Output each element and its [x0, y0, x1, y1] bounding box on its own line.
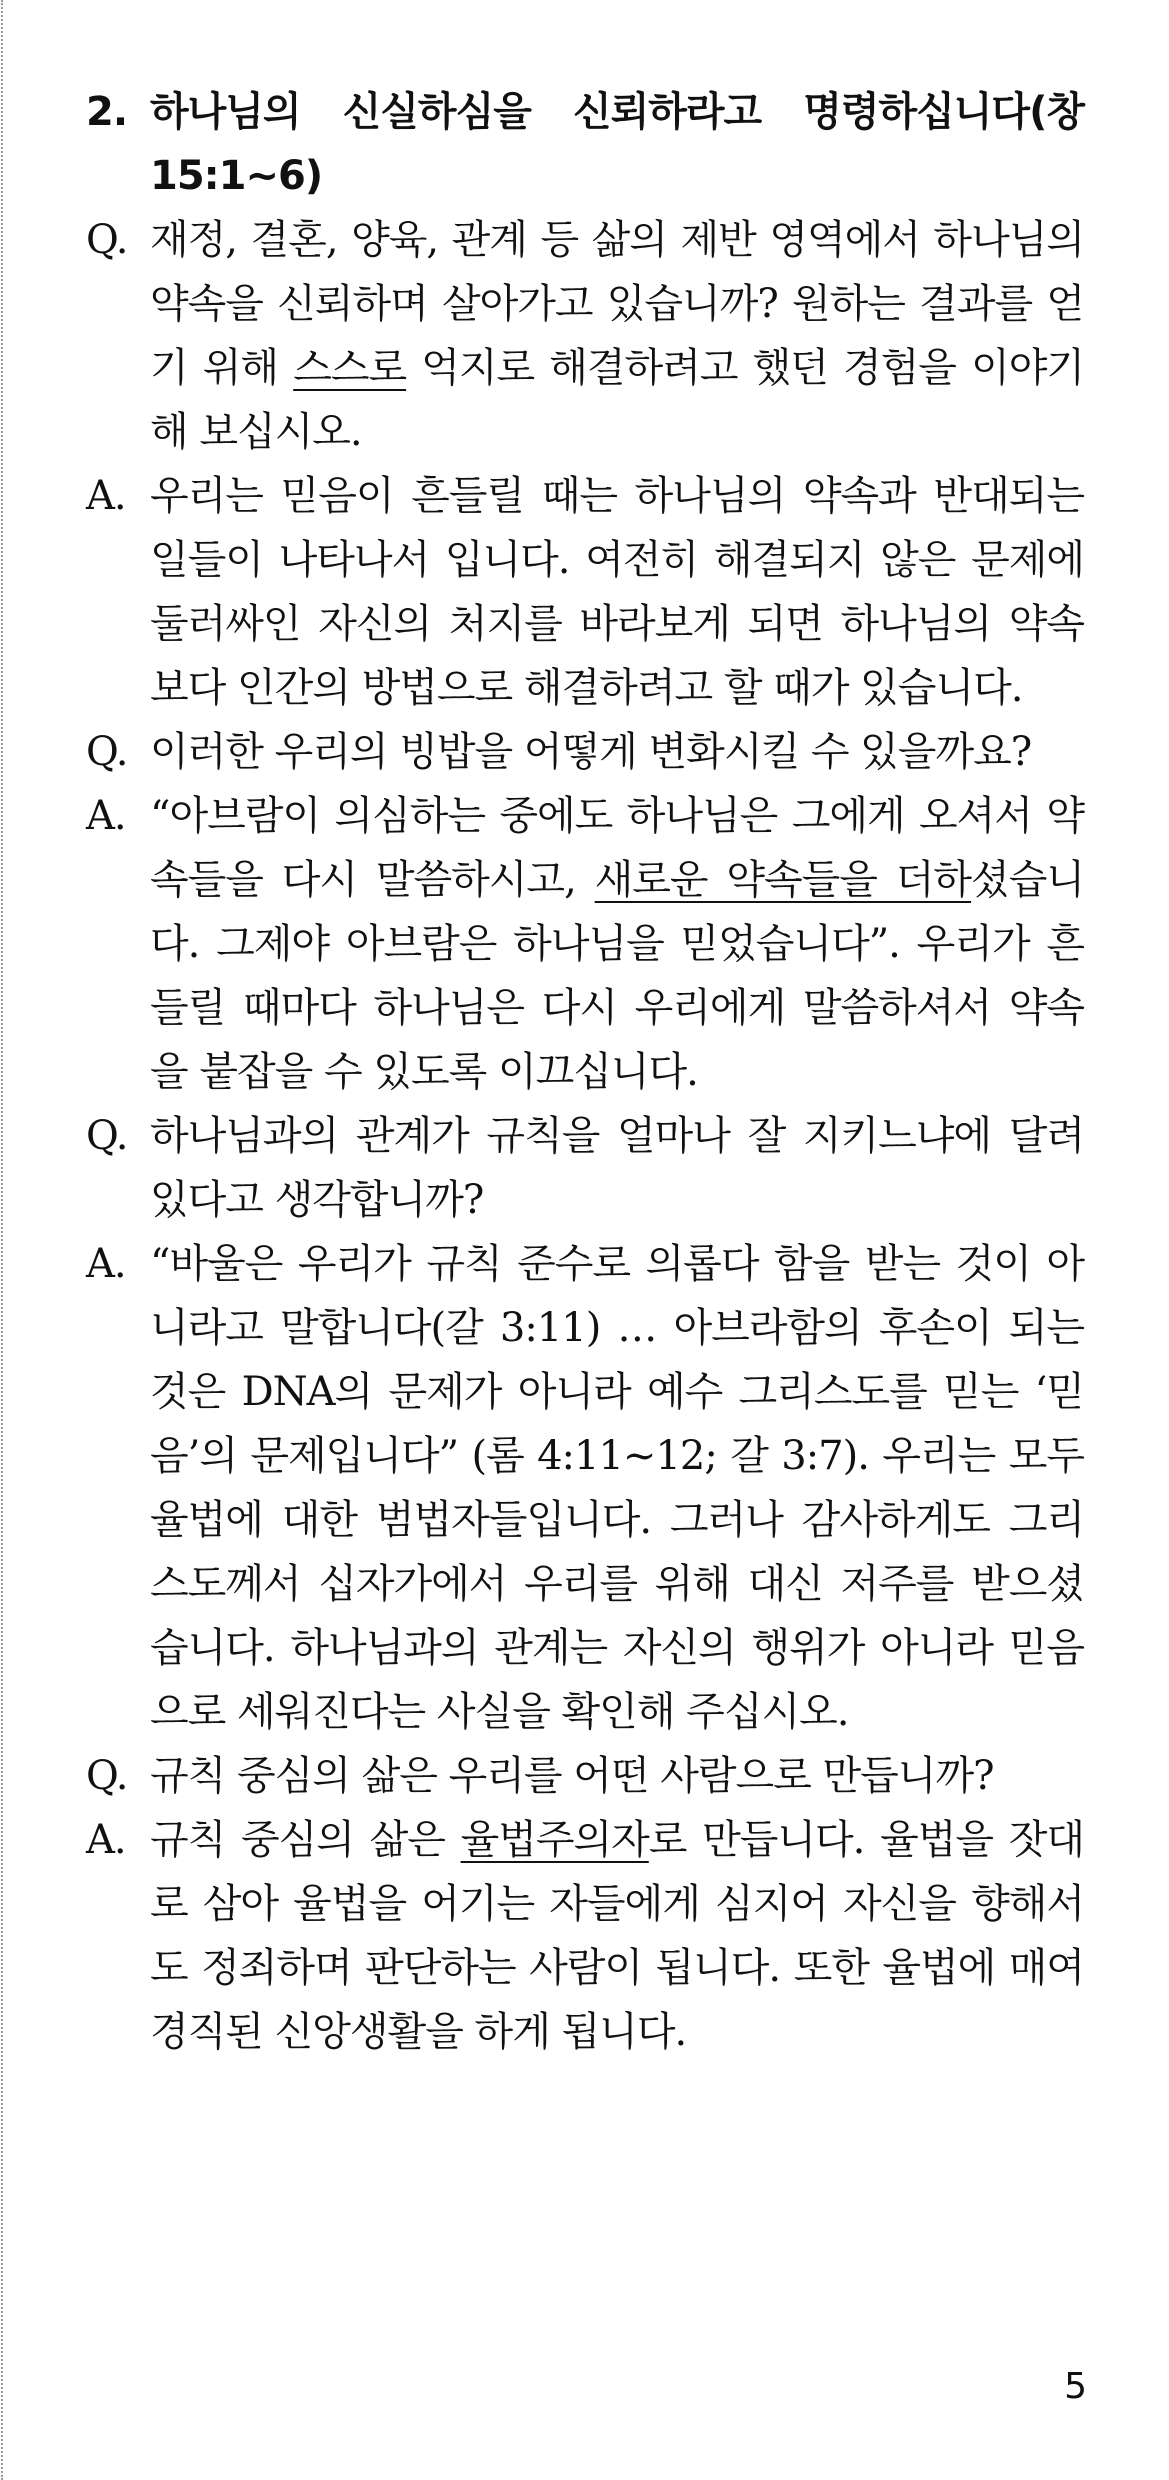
text-run: 로 만듭니다. 율법을 잣대로 삼아 율법을 어기는 자들에게 심지어 자신을 향해서도 정죄하며 판단하는 사람이 됩니다. 또한 율법에 매여 경직된 신앙생활을 하게 됩니다.: [150, 1817, 1084, 2055]
text-run: 우리는 믿음이 흔들릴 때는 하나님의 약속과 반대되는 일들이 나타나서 입니다. 여전히 해결되지 않은 문제에 둘러싸인 자신의 처지를 바라보게 되면 하나님의 약속보다 인간의 방법으로 해결하려고 할 때가 있습니다.: [150, 473, 1084, 711]
text-run: 억지로 해결하려고 했던 경험을 이야기해 보십시오.: [150, 345, 1084, 455]
text-run: “바울은 우리가 규칙 준수로 의롭다 함을 받는 것이 아니라고 말합니다(갈 3:11) … 아브라함의 후손이 되는 것은 DNA의 문제가 아니라 예수 그리스도를 믿는 ‘믿음’의 문제입니다” (롬 4:11~12; 갈 3:7). 우리는 모두 율법에 대한 범법자들입니다. 그러나 감사하게도 그리스도께서 십자가에서 우리를 위해 대신 저주를 받으셨습니다. 하나님과의 관계는 자신의 행위가 아니라 믿음으로 세워진다는 사실을 확인해 주십시오.: [150, 1241, 1084, 1735]
answer-text: [150, 1232, 1084, 1744]
answer-3: [86, 1232, 1084, 1744]
question-text: [150, 1744, 1084, 1808]
underlined-text: 스스로: [293, 345, 407, 391]
page-number: 5: [1064, 2366, 1087, 2407]
answer-marker: A.: [86, 473, 126, 519]
text-run: 하나님과의 관계가 규칙을 얼마나 잘 지키느냐에 달려 있다고 생각합니까?: [150, 1113, 1084, 1223]
question-marker: Q.: [86, 1753, 128, 1799]
question-text: [150, 208, 1084, 464]
left-margin-rule: [1, 0, 3, 2480]
answer-text: [150, 784, 1084, 1104]
answer-4: [86, 1808, 1084, 2064]
question-text: [150, 720, 1084, 784]
answer-2: [86, 784, 1084, 1104]
question-marker: Q.: [86, 729, 128, 775]
answer-marker: A.: [86, 1817, 126, 1863]
question-4: [86, 1744, 1084, 1808]
text-run: 규칙 중심의 삶은 우리를 어떤 사람으로 만듭니까?: [150, 1753, 994, 1799]
text-run: 규칙 중심의 삶은: [150, 1817, 461, 1863]
section-title: 하나님의 신실하심을 신뢰하라고 명령하십니다(창 15:1~6): [150, 89, 1084, 199]
question-marker: Q.: [86, 217, 128, 263]
section-heading: [86, 80, 1084, 208]
answer-marker: A.: [86, 793, 126, 839]
question-2: [86, 720, 1084, 784]
answer-text: [150, 464, 1084, 720]
document-page: [86, 80, 1084, 2064]
question-1: [86, 208, 1084, 464]
text-run: 셨습니다. 그제야 아브람은 하나님을 믿었습니다”. 우리가 흔들릴 때마다 하나님은 다시 우리에게 말씀하셔서 약속을 붙잡을 수 있도록 이끄십니다.: [150, 857, 1084, 1095]
answer-marker: A.: [86, 1241, 126, 1287]
text-run: 이러한 우리의 빙밥을 어떻게 변화시킬 수 있을까요?: [150, 729, 1032, 775]
question-text: [150, 1104, 1084, 1232]
section-number: 2.: [86, 89, 128, 135]
text-run: “아브람이 의심하는 중에도 하나님은 그에게 오셔서 약속들을 다시 말씀하시고,: [150, 793, 1084, 903]
text-run: 재정, 결혼, 양육, 관계 등 삶의 제반 영역에서 하나님의 약속을 신뢰하며 살아가고 있습니까? 원하는 결과를 얻기 위해: [150, 217, 1084, 391]
underlined-text: 율법주의자: [460, 1817, 649, 1863]
underlined-text: 새로운 약속들을 더하: [594, 857, 972, 903]
question-3: [86, 1104, 1084, 1232]
answer-text: [150, 1808, 1084, 2064]
question-marker: Q.: [86, 1113, 128, 1159]
answer-1: [86, 464, 1084, 720]
